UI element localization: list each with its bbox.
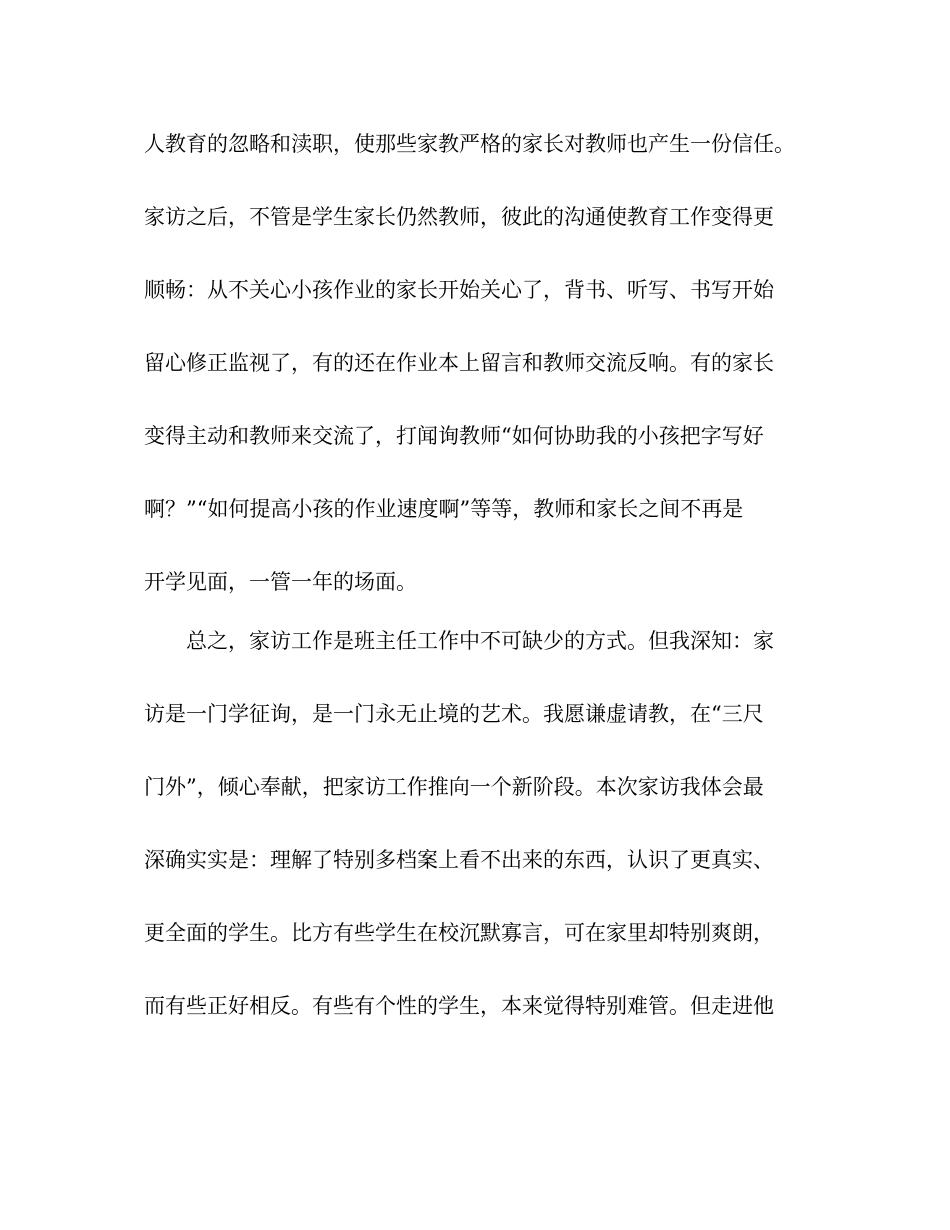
text-line: 开学见面，一管一年的场面。 — [144, 570, 417, 594]
text-line: 门外”，倾心奉献，把家访工作推向一个新阶段。本次家访我体会最 — [144, 775, 764, 799]
text-line: 家访之后，不管是学生家长仍然教师，彼此的沟通使教育工作变得更 — [144, 205, 774, 229]
text-line: 深确实实是：理解了特别多档案上看不出来的东西，认识了更真实、 — [144, 848, 774, 872]
text-line: 顺畅：从不关心小孩作业的家长开始关心了，背书、听写、书写开始 — [144, 278, 774, 302]
text-line: 留心修正监视了，有的还在作业本上留言和教师交流反响。有的家长 — [144, 351, 774, 375]
text-line: 更全面的学生。比方有些学生在校沉默寡言，可在家里却特别爽朗， — [144, 921, 774, 945]
text-line: 访是一门学征询，是一门永无止境的艺术。我愿谦虚请教，在“三尺 — [144, 702, 764, 726]
paragraph-start-line: 总之，家访工作是班主任工作中不可缺少的方式。但我深知：家 — [186, 629, 774, 653]
text-line: 人教育的忽略和渎职，使那些家教严格的家长对教师也产生一份信任。 — [144, 132, 795, 156]
text-line: 而有些正好相反。有些有个性的学生，本来觉得特别难管。但走进他 — [144, 994, 774, 1018]
text-line: 变得主动和教师来交流了，打闻询教师“如何协助我的小孩把字写好 — [144, 424, 764, 448]
text-line: 啊？”“如何提高小孩的作业速度啊”等等，教师和家长之间不再是 — [144, 497, 744, 521]
